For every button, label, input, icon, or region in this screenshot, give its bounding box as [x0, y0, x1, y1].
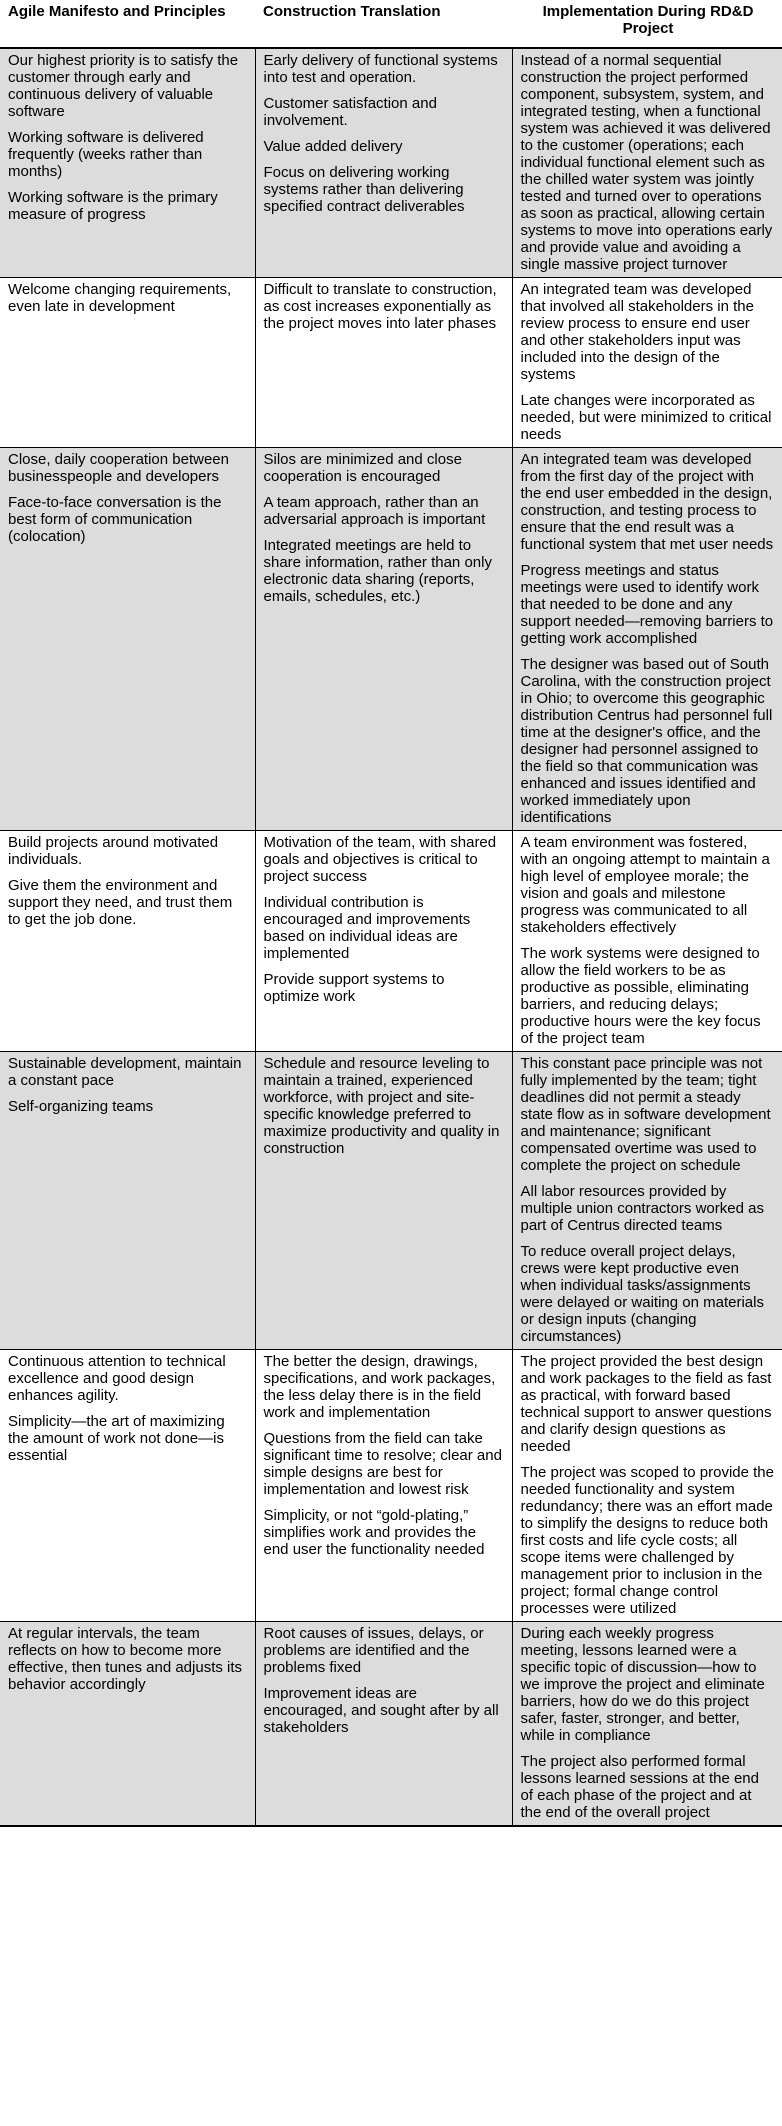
- table-body: [0, 48, 782, 1826]
- cell-paragraph: The project was scoped to provide the needed functionality and system redundancy; there was an effort made to simplify the designs to reduce both first costs and life cycle costs; all scope items were challenged by management prior to inclusion in the project; formal change control processes were utilized: [520, 1464, 774, 1617]
- cell-paragraph: Progress meetings and status meetings were used to identify work that needed to be done and any support needed—removing barriers to getting work accomplished: [520, 562, 774, 647]
- cell-paragraph: Root causes of issues, delays, or problems are identified and the problems fixed: [263, 1625, 484, 1676]
- cell-paragraph: Integrated meetings are held to share information, rather than only electronic data sharing (reports, emails, schedules, etc.): [263, 537, 492, 605]
- cell-paragraph: Schedule and resource leveling to maintain a trained, experienced workforce, with project and site-specific knowledge preferred to maximize productivity and quality in construction: [263, 1055, 500, 1157]
- cell-paragraph: Individual contribution is encouraged and improvements based on individual ideas are implemented: [263, 894, 471, 962]
- implementation-cell: [512, 1052, 782, 1350]
- column-header-construction-translation: Construction Translation: [255, 0, 512, 48]
- cell-paragraph: Motivation of the team, with shared goals and objectives is critical to project success: [263, 834, 497, 885]
- table-header-row: [0, 0, 782, 48]
- agile-principle-cell: [0, 48, 255, 278]
- cell-paragraph: During each weekly progress meeting, lessons learned were a specific topic of discussion—how to we improve the project and eliminate barriers, how do we do this project safer, faster, stronger, and better, while in compliance: [520, 1625, 765, 1744]
- implementation-cell: [512, 278, 782, 448]
- cell-paragraph: Face-to-face conversation is the best form of communication (colocation): [8, 494, 222, 545]
- construction-translation-cell: [255, 278, 512, 448]
- table-row: [0, 448, 782, 831]
- cell-paragraph: Early delivery of functional systems into test and operation.: [263, 52, 498, 86]
- cell-paragraph: Simplicity, or not “gold-plating,” simplifies work and provides the end user the functionality needed: [263, 1507, 485, 1558]
- table-row: [0, 1622, 782, 1827]
- agile-principle-cell: [0, 1350, 255, 1622]
- table-row: [0, 831, 782, 1052]
- agile-principle-cell: [0, 1622, 255, 1827]
- table-row: [0, 1052, 782, 1350]
- cell-paragraph: Customer satisfaction and involvement.: [263, 95, 437, 129]
- cell-paragraph: Close, daily cooperation between businesspeople and developers: [8, 451, 229, 485]
- cell-paragraph: Late changes were incorporated as needed, but were minimized to critical needs: [520, 392, 772, 443]
- cell-paragraph: Sustainable development, maintain a constant pace: [8, 1055, 242, 1089]
- cell-paragraph: Improvement ideas are encouraged, and sought after by all stakeholders: [263, 1685, 499, 1736]
- cell-paragraph: The work systems were designed to allow the field workers to be as productive as possible, eliminating barriers, and reducing delays; productive hours were the key focus of the project team: [520, 945, 761, 1047]
- cell-paragraph: The better the design, drawings, specifications, and work packages, the less delay there is in the field work and implementation: [263, 1353, 496, 1421]
- agile-principle-cell: [0, 831, 255, 1052]
- cell-paragraph: An integrated team was developed from the first day of the project with the end user embedded in the design, construction, and testing process to ensure that the end result was a functional system that met user needs: [520, 451, 774, 553]
- cell-paragraph: Value added delivery: [263, 138, 403, 155]
- table-row: [0, 48, 782, 278]
- cell-paragraph: The project also performed formal lessons learned sessions at the end of each phase of the project and at the end of the overall project: [520, 1753, 759, 1821]
- cell-paragraph: The designer was based out of South Carolina, with the construction project in Ohio; to overcome this geographic distribution Centrus had personnel full time at the designer's office, and the designer had personnel assigned to the field so that communication was enhanced and issues identified and worked immediately upon identifications: [520, 656, 773, 826]
- agile-principle-cell: [0, 448, 255, 831]
- cell-paragraph: Give them the environment and support they need, and trust them to get the job done.: [8, 877, 233, 928]
- construction-translation-cell: [255, 1622, 512, 1827]
- table-row: [0, 1350, 782, 1622]
- cell-paragraph: Difficult to translate to construction, as cost increases exponentially as the project moves into later phases: [263, 281, 497, 332]
- agile-principle-cell: [0, 278, 255, 448]
- construction-translation-cell: [255, 48, 512, 278]
- implementation-cell: [512, 1350, 782, 1622]
- column-header-agile-manifesto: Agile Manifesto and Principles: [0, 0, 255, 48]
- cell-paragraph: Questions from the field can take significant time to resolve; clear and simple designs are best for implementation and lowest risk: [263, 1430, 502, 1498]
- cell-paragraph: Our highest priority is to satisfy the customer through early and continuous delivery of valuable software: [8, 52, 239, 120]
- implementation-cell: [512, 448, 782, 831]
- cell-paragraph: Simplicity—the art of maximizing the amount of work not done—is essential: [8, 1413, 225, 1464]
- construction-translation-cell: [255, 1350, 512, 1622]
- cell-paragraph: Instead of a normal sequential construction the project performed component, subsystem, system, and integrated testing, when a functional system was achieved it was delivered to the customer (operations; each individual functional element such as the chilled water system was jointly tested and turned over to operations as soon as practical, allowing certain systems to move into operations early and provide value and avoiding a single massive project turnover: [520, 52, 773, 273]
- cell-paragraph: The project provided the best design and work packages to the field as fast as practical, with forward based technical support to answer questions and clarify design questions as needed: [520, 1353, 772, 1455]
- cell-paragraph: Silos are minimized and close cooperation is encouraged: [263, 451, 462, 485]
- cell-paragraph: At regular intervals, the team reflects on how to become more effective, then tunes and adjusts its behavior accordingly: [8, 1625, 243, 1693]
- column-header-implementation: Implementation During RD&D Project: [512, 0, 782, 48]
- agile-principle-cell: [0, 1052, 255, 1350]
- cell-paragraph: Working software is the primary measure of progress: [8, 189, 218, 223]
- cell-paragraph: Provide support systems to optimize work: [263, 971, 445, 1005]
- cell-paragraph: Continuous attention to technical excellence and good design enhances agility.: [8, 1353, 226, 1404]
- implementation-cell: [512, 48, 782, 278]
- cell-paragraph: To reduce overall project delays, crews were kept productive even when individual tasks/assignments were delayed or waiting on materials or design inputs (changing circumstances): [520, 1243, 764, 1345]
- cell-paragraph: A team approach, rather than an adversarial approach is important: [263, 494, 486, 528]
- cell-paragraph: Working software is delivered frequently (weeks rather than months): [8, 129, 204, 180]
- cell-paragraph: Build projects around motivated individuals.: [8, 834, 219, 868]
- table-row: [0, 278, 782, 448]
- cell-paragraph: Self-organizing teams: [8, 1098, 154, 1115]
- implementation-cell: [512, 1622, 782, 1827]
- cell-paragraph: Focus on delivering working systems rather than delivering specified contract deliverables: [263, 164, 465, 215]
- cell-paragraph: A team environment was fostered, with an ongoing attempt to maintain a high level of employee morale; the vision and goals and milestone progress was communicated to all stakeholders effectively: [520, 834, 770, 936]
- implementation-cell: [512, 831, 782, 1052]
- cell-paragraph: This constant pace principle was not fully implemented by the team; tight deadlines did not permit a steady state flow as in software development and maintenance; significant compensated overtime was used to complete the project on schedule: [520, 1055, 771, 1174]
- construction-translation-cell: [255, 831, 512, 1052]
- cell-paragraph: All labor resources provided by multiple union contractors worked as part of Centrus directed teams: [520, 1183, 764, 1234]
- cell-paragraph: Welcome changing requirements, even late in development: [8, 281, 232, 315]
- construction-translation-cell: [255, 448, 512, 831]
- cell-paragraph: An integrated team was developed that involved all stakeholders in the review process to ensure end user and other stakeholders input was included into the design of the systems: [520, 281, 754, 383]
- construction-translation-cell: [255, 1052, 512, 1350]
